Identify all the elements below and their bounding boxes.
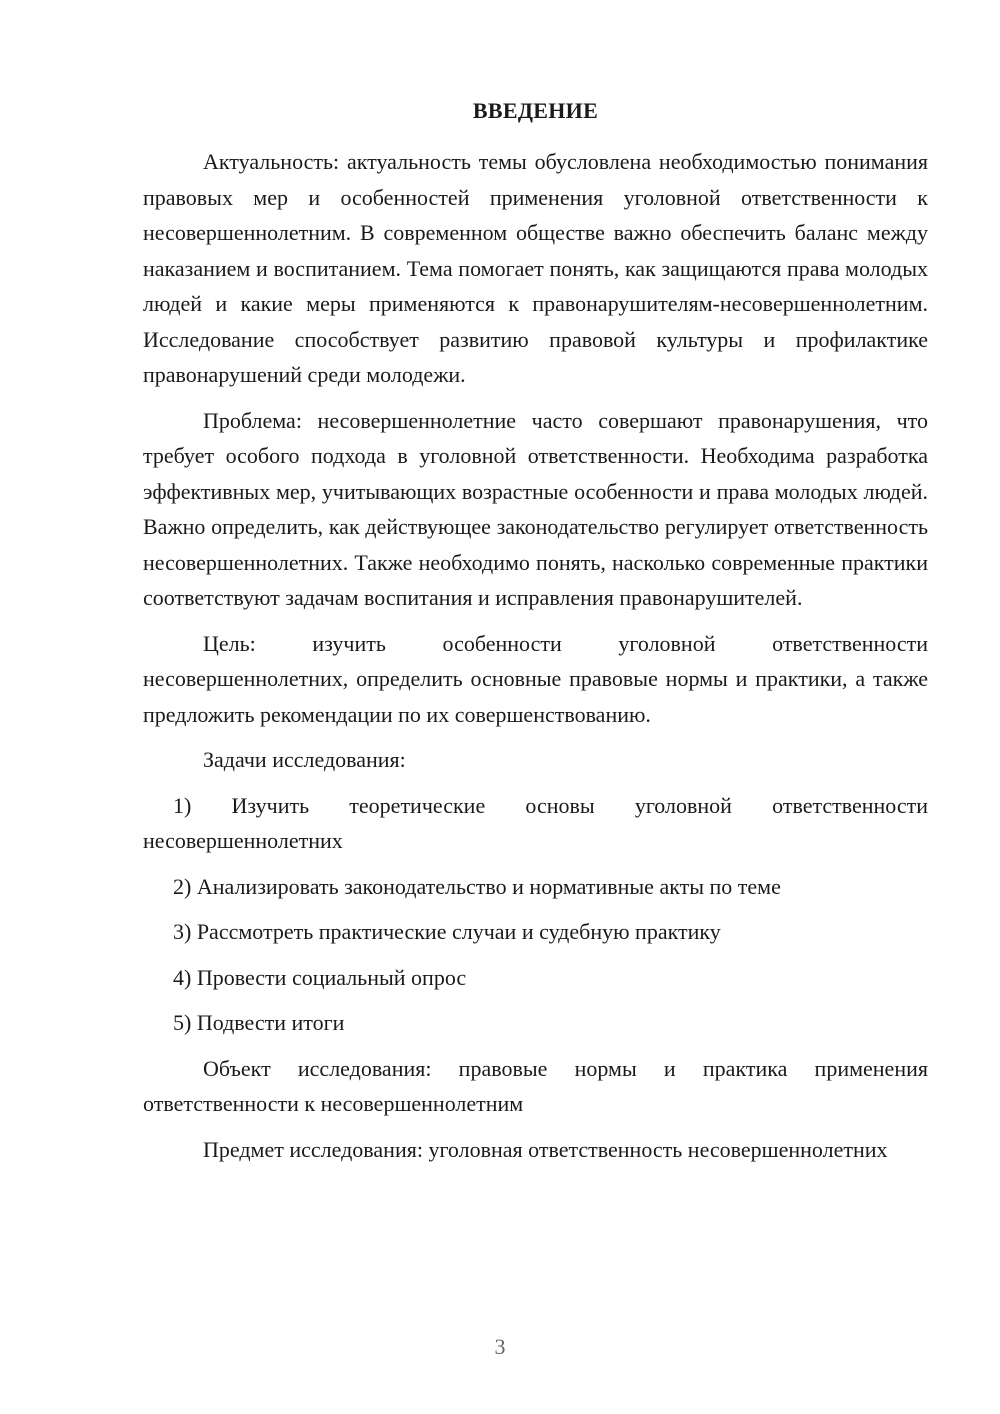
list-item: 1) Изучить теоретические основы уголовной ответственности несовершеннолетних [143, 792, 928, 853]
tasks-list [143, 788, 928, 1041]
object-paragraph: Объект исследования: правовые нормы и практика применения ответственности к несовершеннолетним [143, 1055, 928, 1116]
subject-paragraph: Предмет исследования: уголовная ответственность несовершеннолетних [203, 1136, 888, 1162]
list-item: 5) Подвести итоги [173, 1010, 345, 1035]
tasks-heading: Задачи исследования: [203, 747, 406, 772]
relevance-paragraph: Актуальность: актуальность темы обусловлена необходимостью понимания правовых мер и особенностей применения уголовной ответственности к несовершеннолетним. В современном обществе важно обеспечить баланс между наказанием и воспитанием. Тема помогает понять, как защищаются права молодых людей и какие меры применяются к правонарушителям-несовершеннолетним. Исследование способствует развитию правовой культуры и профилактике правонарушений среди молодежи. [143, 149, 928, 387]
page-number: 3 [494, 1334, 506, 1359]
list-item: 3) Рассмотреть практические случаи и судебную практику [173, 919, 721, 944]
list-item: 2) Анализировать законодательство и нормативные акты по теме [173, 873, 781, 899]
page-title: ВВЕДЕНИЕ [472, 98, 599, 123]
document-page [143, 96, 928, 1177]
list-item: 4) Провести социальный опрос [173, 964, 467, 990]
goal-paragraph: Цель: изучить особенности уголовной ответственности несовершеннолетних, определить основные правовые нормы и практики, а также предложить рекомендации по их совершенствованию. [143, 630, 928, 727]
problem-paragraph: Проблема: несовершеннолетние часто совершают правонарушения, что требует особого подхода в уголовной ответственности. Необходима разработка эффективных мер, учитывающих возрастные особенности и права молодых людей. Важно определить, как действующее законодательство регулирует ответственность несовершеннолетних. Также необходимо понять, насколько современные практики соответствуют задачам воспитания и исправления правонарушителей. [143, 407, 928, 610]
